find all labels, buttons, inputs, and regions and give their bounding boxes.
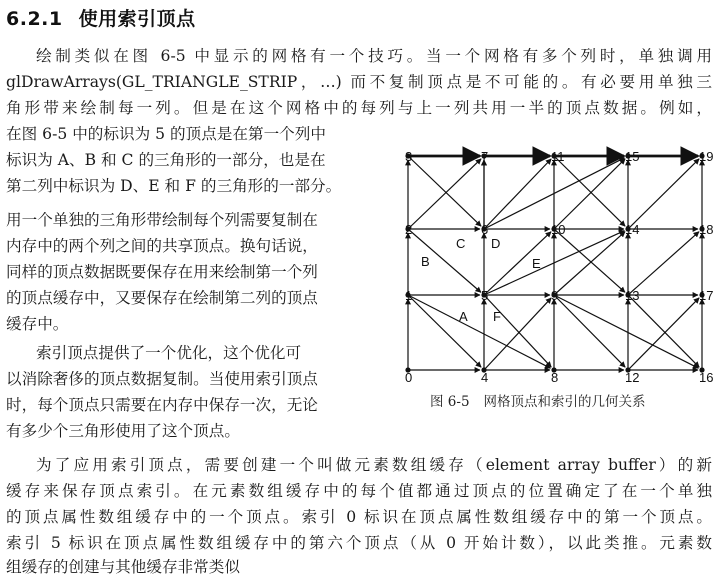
diagonal-edge-arrow xyxy=(408,159,481,229)
paragraph-line: 的顶点属性数组缓存中的一个顶点。索引 0 标识在顶点属性数组缓存中的第一个顶点。 xyxy=(6,508,712,526)
diagonal-edge-arrow xyxy=(554,232,625,295)
diagonal-edge-arrow xyxy=(554,159,625,229)
paragraph-line: glDrawArrays(GL_TRIANGLE_STRIP，…) 而不复制顶点是不可能的。有必要用单独三 xyxy=(6,73,712,91)
vertex-label: 3 xyxy=(405,149,413,164)
paragraph-line: 在图 6-5 中的标识为 5 的顶点是在第一个列中 xyxy=(6,125,326,143)
vertex-label: 15 xyxy=(625,149,640,164)
vertex-label: 0 xyxy=(405,370,413,385)
paragraph-line: 标识为 A、B 和 C 的三角形的一部分，也是在 xyxy=(6,151,326,169)
diagonal-edge-arrow xyxy=(408,156,481,226)
diagonal-edge-arrow xyxy=(484,295,551,367)
paragraph-line: 用一个单独的三角形带绘制每个列需要复制在 xyxy=(6,211,318,229)
paragraph-line: 缓存来保存顶点索引。在元素数组缓存中的每个值都通过顶点的位置确定了在一个单独 xyxy=(6,482,712,500)
triangle-label: E xyxy=(532,256,541,271)
section-number: 6.2.1 xyxy=(6,8,63,30)
section-title: 使用索引顶点 xyxy=(78,8,196,30)
paragraph-line: 绘制类似在图 6-5 中显示的网格有一个技巧。当一个网格有多个列时，单独调用 xyxy=(36,47,712,65)
paragraph-line: 时，每个顶点只需要在内存中保存一次，无论 xyxy=(6,396,318,414)
paragraph-line: 第二列中标识为 D、E 和 F 的三角形的一部分。 xyxy=(6,177,342,195)
diagonal-edge-arrow xyxy=(554,229,625,292)
paragraph-line: 组缓存的创建与其他缓存非常类似 xyxy=(6,558,240,576)
vertex-label: 5 xyxy=(481,288,489,303)
paragraph-line: 为了应用索引顶点，需要创建一个叫做元素数组缓存（element array buffer）的新 xyxy=(36,456,712,474)
vertex-label: 7 xyxy=(481,149,489,164)
vertex-label: 14 xyxy=(625,222,640,237)
diagonal-edge-arrow xyxy=(628,295,699,367)
figure-caption xyxy=(430,390,646,410)
triangle-label: C xyxy=(456,236,466,251)
diagonal-edge-arrow xyxy=(408,295,550,368)
paragraph-line: 角形带来绘制每一列。但是在这个网格中的每列与上一列共用一半的顶点数据。例如， xyxy=(6,99,712,117)
section-heading xyxy=(6,4,196,31)
vertex-label: 9 xyxy=(551,288,559,303)
vertex-label: 13 xyxy=(625,288,640,303)
paragraph-line: 同样的顶点数据既要保存在用来绘制第一个列 xyxy=(6,263,318,281)
diagonal-edge-arrow xyxy=(628,232,699,295)
triangle-label: B xyxy=(421,254,430,269)
vertex-label: 16 xyxy=(699,370,714,385)
paragraph-line: 以消除奢侈的顶点数据复制。当使用索引顶点 xyxy=(6,370,318,388)
paragraph-line: 索引顶点提供了一个优化，这个优化可 xyxy=(36,344,302,362)
diagonal-edge-arrow xyxy=(408,295,481,367)
diagonal-edge-arrow xyxy=(554,295,625,367)
figure-caption-text: 网格顶点和索引的几何关系 xyxy=(483,394,646,410)
paragraph-line: 内存中的两个列之间的共享顶点。换句话说， xyxy=(6,237,318,255)
triangle-label: A xyxy=(459,309,468,324)
mesh-edges xyxy=(408,156,702,370)
vertex-label: 4 xyxy=(481,370,489,385)
vertex-label: 12 xyxy=(625,370,640,385)
diagonal-edge-arrow xyxy=(554,156,625,226)
mesh-diagram xyxy=(394,138,721,390)
vertex-label: 11 xyxy=(551,149,565,164)
diagonal-edge-arrow xyxy=(554,295,698,368)
diagonal-edge-arrow xyxy=(628,159,699,229)
vertex-label: 19 xyxy=(699,149,714,164)
vertex-label: 8 xyxy=(551,370,559,385)
diagonal-edge-arrow xyxy=(408,229,481,292)
triangle-label: F xyxy=(493,309,501,324)
paragraph-line: 缓存中。 xyxy=(6,315,69,333)
paragraph-line: 有多少个三角形使用了这个顶点。 xyxy=(6,422,240,440)
vertex-label: 10 xyxy=(551,222,566,237)
paragraph-line: 索引 5 标识在顶点属性数组缓存中的第六个顶点（从 0 开始计数），以此类推。元素数 xyxy=(6,534,712,552)
vertex-label: 6 xyxy=(481,222,489,237)
triangle-label: D xyxy=(491,236,501,251)
vertex-label: 17 xyxy=(699,288,714,303)
diagonal-edge-arrow xyxy=(628,298,699,370)
vertex-label: 2 xyxy=(405,222,413,237)
vertex-label: 1 xyxy=(405,288,413,303)
diagonal-edge-arrow xyxy=(484,159,551,229)
figure-number: 图 6-5 xyxy=(430,394,470,410)
paragraph-line: 的顶点缓存中，又要保存在绘制第二列的顶点 xyxy=(6,289,318,307)
vertex-label: 18 xyxy=(699,222,714,237)
